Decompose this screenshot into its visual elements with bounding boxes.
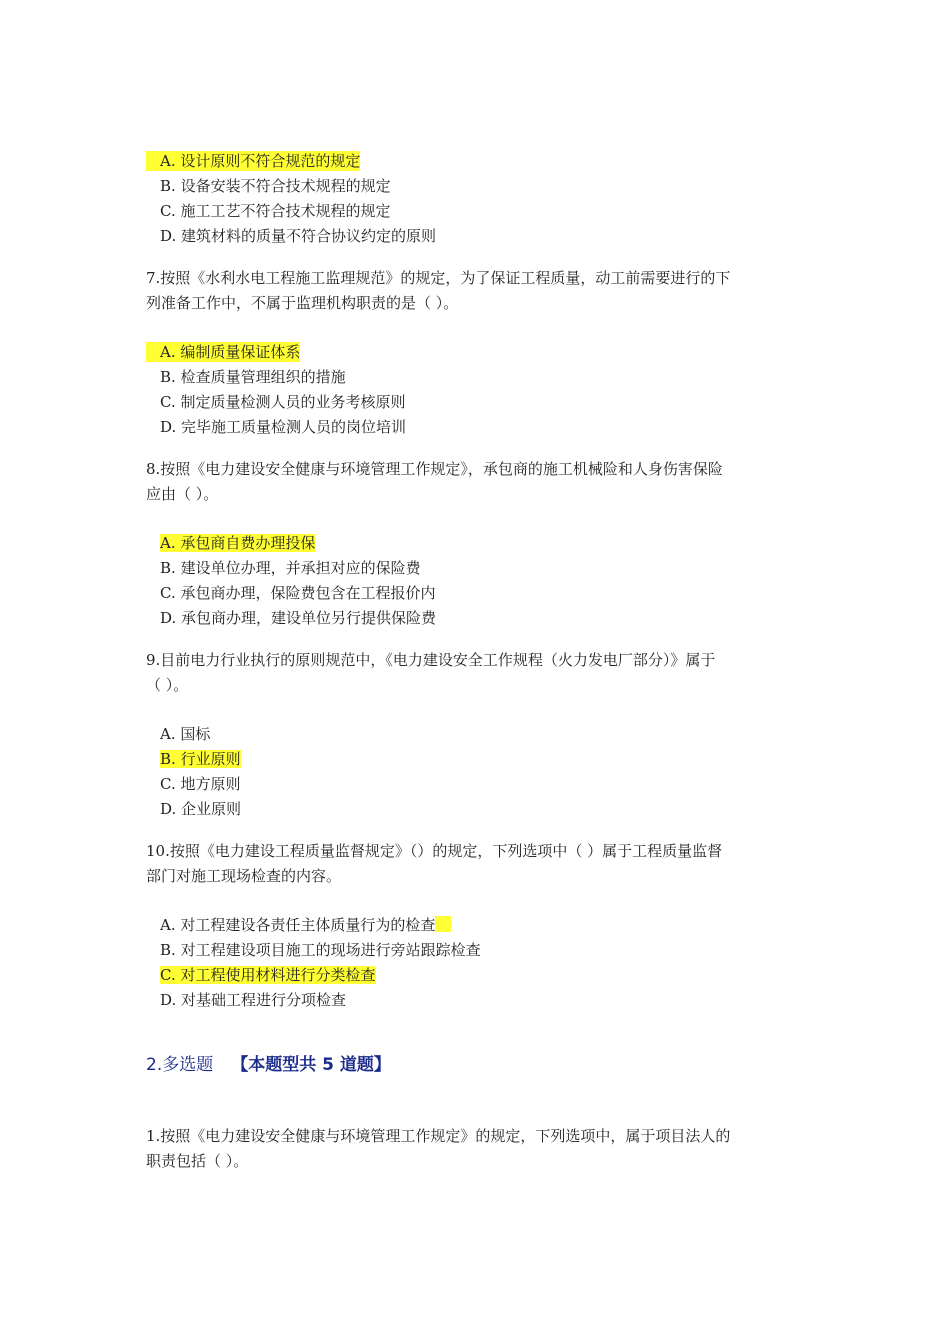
q6-option-d[interactable] bbox=[160, 226, 436, 246]
option-text: 建设单位办理，并承担对应的保险费 bbox=[180, 559, 421, 577]
question-7 bbox=[146, 266, 806, 316]
option-text: 对工程建设各责任主体质量行为的检查 bbox=[180, 916, 436, 934]
option-label: B. bbox=[160, 750, 176, 768]
q10-option-a[interactable] bbox=[160, 915, 451, 935]
option-label: C. bbox=[160, 202, 176, 220]
q7-option-b[interactable] bbox=[160, 367, 346, 387]
option-label: B. bbox=[160, 559, 176, 577]
q10-option-b[interactable] bbox=[160, 940, 481, 960]
multi-question-1 bbox=[146, 1124, 806, 1174]
option-label: A. bbox=[160, 725, 176, 743]
option-text: 对工程使用材料进行分类检查 bbox=[180, 966, 376, 984]
option-label: A. bbox=[160, 343, 176, 361]
option-label: C. bbox=[160, 393, 176, 411]
q9-option-d[interactable] bbox=[160, 799, 241, 819]
section-title: 2.多选题 bbox=[146, 1055, 214, 1075]
option-text: 设备安装不符合技术规程的规定 bbox=[180, 177, 391, 195]
question-8 bbox=[146, 457, 806, 507]
question-text-line: 7.按照《水利水电工程施工监理规范》的规定，为了保证工程质量，动工前需要进行的下 bbox=[146, 269, 731, 287]
question-10 bbox=[146, 839, 806, 889]
option-text: 承包商办理，保险费包含在工程报价内 bbox=[180, 584, 436, 602]
option-text: 对工程建设项目施工的现场进行旁站跟踪检查 bbox=[180, 941, 481, 959]
option-label: B. bbox=[160, 368, 176, 386]
option-label: D. bbox=[160, 609, 177, 627]
q9-option-a[interactable] bbox=[160, 724, 210, 744]
q6-option-a[interactable] bbox=[146, 151, 360, 171]
option-label: D. bbox=[160, 991, 177, 1009]
option-text: 编制质量保证体系 bbox=[180, 343, 301, 361]
q10-option-c[interactable] bbox=[160, 965, 376, 985]
option-text: 建筑材料的质量不符合协议约定的原则 bbox=[181, 227, 437, 245]
section-subtitle: 【本题型共 5 道题】 bbox=[231, 1055, 391, 1075]
q9-option-c[interactable] bbox=[160, 774, 241, 794]
q6-option-b[interactable] bbox=[160, 176, 391, 196]
option-label: A. bbox=[160, 534, 176, 552]
option-text: 承包商办理，建设单位另行提供保险费 bbox=[181, 609, 437, 627]
option-text: 行业原则 bbox=[180, 750, 241, 768]
q10-option-d[interactable] bbox=[160, 990, 346, 1010]
q8-option-d[interactable] bbox=[160, 608, 436, 628]
option-label: D. bbox=[160, 418, 177, 436]
option-text: 承包商自费办理投保 bbox=[180, 534, 316, 552]
option-label: A. bbox=[160, 916, 176, 934]
option-label: A. bbox=[160, 152, 176, 170]
q8-option-b[interactable] bbox=[160, 558, 421, 578]
option-text: 对基础工程进行分项检查 bbox=[181, 991, 347, 1009]
q8-option-a[interactable] bbox=[160, 533, 315, 553]
option-text: 检查质量管理组织的措施 bbox=[180, 368, 346, 386]
question-text-line: 10.按照《电力建设工程质量监督规定》（）的规定，下列选项中（ ）属于工程质量监督 bbox=[146, 842, 723, 860]
option-label: D. bbox=[160, 800, 177, 818]
option-label: C. bbox=[160, 966, 176, 984]
option-label: C. bbox=[160, 584, 176, 602]
question-text-line: 部门对施工现场检查的内容。 bbox=[146, 867, 342, 885]
option-label: B. bbox=[160, 941, 176, 959]
option-text: 制定质量检测人员的业务考核原则 bbox=[180, 393, 406, 411]
option-text: 设计原则不符合规范的规定 bbox=[180, 152, 361, 170]
highlight-marker bbox=[435, 916, 451, 932]
option-text: 企业原则 bbox=[181, 800, 242, 818]
question-text-line: 应由（ ）。 bbox=[146, 485, 219, 503]
option-label: C. bbox=[160, 775, 176, 793]
option-label: B. bbox=[160, 177, 176, 195]
question-text-line: 职责包括（ ）。 bbox=[146, 1152, 249, 1170]
q7-option-c[interactable] bbox=[160, 392, 406, 412]
question-text-line: （ ）。 bbox=[146, 676, 189, 694]
option-label: D. bbox=[160, 227, 177, 245]
section-heading-multiple-choice bbox=[146, 1053, 391, 1077]
q8-option-c[interactable] bbox=[160, 583, 436, 603]
q7-option-a[interactable] bbox=[146, 342, 300, 362]
option-text: 完毕施工质量检测人员的岗位培训 bbox=[181, 418, 407, 436]
option-text: 地方原则 bbox=[180, 775, 241, 793]
question-text-line: 1.按照《电力建设安全健康与环境管理工作规定》的规定，下列选项中，属于项目法人的 bbox=[146, 1127, 731, 1145]
q6-option-c[interactable] bbox=[160, 201, 391, 221]
q9-option-b[interactable] bbox=[160, 749, 241, 769]
question-text-line: 列准备工作中，不属于监理机构职责的是（ ）。 bbox=[146, 294, 459, 312]
question-text-line: 9.目前电力行业执行的原则规范中，《电力建设安全工作规程（火力发电厂部分）》属于 bbox=[146, 651, 716, 669]
q7-option-d[interactable] bbox=[160, 417, 406, 437]
option-text: 国标 bbox=[180, 725, 211, 743]
option-text: 施工工艺不符合技术规程的规定 bbox=[180, 202, 391, 220]
question-9 bbox=[146, 648, 806, 698]
question-text-line: 8.按照《电力建设安全健康与环境管理工作规定》，承包商的施工机械险和人身伤害保险 bbox=[146, 460, 723, 478]
